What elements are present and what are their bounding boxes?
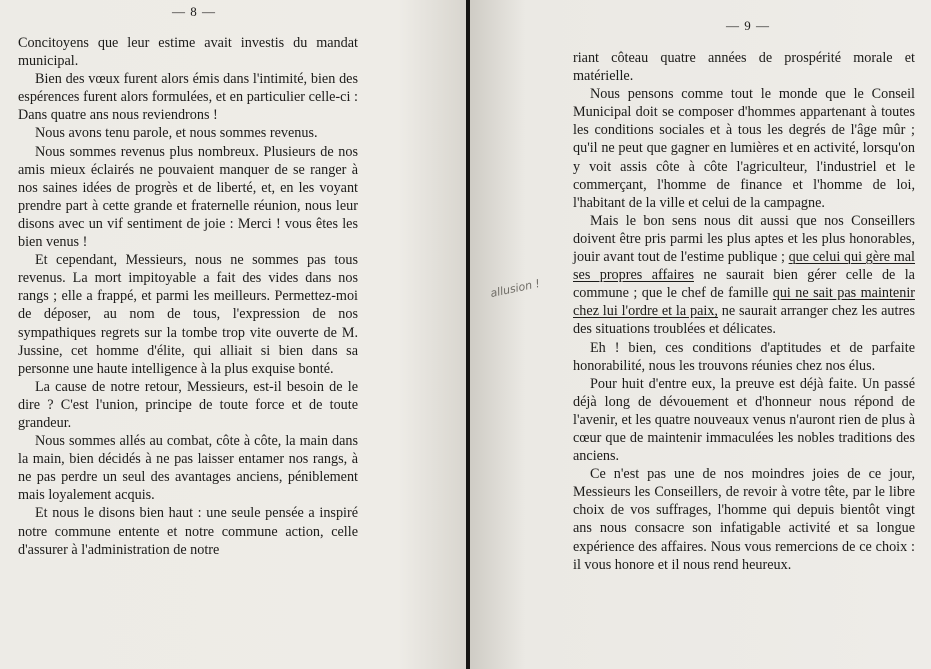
- text-run: Mais le bon sens nous dit aussi que nos Conseillers doivent être pris parmi les plus aptes et les plus honorables, jouir avant tout de l'estime publique ;: [573, 212, 915, 266]
- paragraph: Nous avons tenu parole, et nous sommes revenus.: [35, 125, 318, 142]
- paragraph: Et nous le disons bien haut : une seule pensée a inspiré notre commune entente et notre commune action, celle d'assurer à l'administration de notre: [18, 505, 358, 558]
- paragraph: La cause de notre retour, Messieurs, est-il besoin de le dire ? C'est l'union, principe de toute force et de toute grandeur.: [18, 378, 358, 431]
- paragraph: Eh ! bien, ces conditions d'aptitudes et de parfaite honorabilité, nous les trouvons réunies chez nos élus.: [573, 339, 915, 374]
- paragraph: Nous sommes revenus plus nombreux. Plusieurs de nos amis mieux éclairés ne pouvaient manquer de se ranger à nos saines idées de progrès et de liberté, et, en les voyant prendre part à cette grande et fraternelle réunion, nous leur disons avec un vif sentiment de joie : Merci ! vous êtes les bien venus !: [18, 143, 358, 251]
- text-run: ne saurait arranger chez les autres des situations troublées et délicates.: [573, 303, 915, 338]
- paragraph: Et cependant, Messieurs, nous ne sommes pas tous revenus. La mort impitoyable a fait des vides dans nos rangs ; elle a frappé, et parmi les meilleurs. Permettez-moi de déposer, au nom de tous, l'expression de nos sympathiques regrets sur la tombe trop vite ouverte de M. Jussine, cet homme d'élite, qui alliait si bien dans sa personne une haute intelligence à la plus exquise bonté.: [18, 252, 358, 377]
- underlined-passage: que celui qui gère mal ses propres affaires: [573, 249, 916, 284]
- paragraph: Concitoyens que leur estime avait investis du mandat municipal.: [18, 35, 358, 70]
- underlined-passage: qui ne sait pas maintenir chez lui l'ordre et la paix,: [573, 285, 915, 320]
- page-number-left: — 8 —: [172, 4, 216, 19]
- page-number-right: — 9 —: [726, 18, 770, 33]
- paragraph: riant côteau quatre années de prospérité morale et matérielle.: [573, 50, 915, 85]
- right-page-body: [573, 49, 915, 574]
- right-page: [470, 0, 931, 669]
- paragraph: [573, 212, 915, 339]
- paragraph: Pour huit d'entre eux, la preuve est déjà faite. Un passé déjà long de dévouement et d'honneur nous répond de l'avenir, et les quatre nouveaux venus n'auront rien de plus à cœur que de maintenir immaculées les nobles traditions des anciens.: [573, 375, 915, 465]
- handwritten-annotation: allusion !: [489, 276, 542, 301]
- paragraph: Nous pensons comme tout le monde que le Conseil Municipal doit se composer d'hommes appartenant à toutes les conditions sociales et à tous les degrés de l'âge mûr ; qu'il ne peut que gagner en lumières et en activité, lorsqu'on y voit assis côte à côte l'agriculteur, l'industriel et le commerçant, l'homme de finance et l'homme de loi, l'habitant de la ville et celui de la campagne.: [573, 86, 915, 211]
- paragraph: Nous sommes allés au combat, côte à côte, la main dans la main, bien décidés à ne pas laisser entamer nos rangs, à ne pas perdre un seul des avantages anciens, péniblement mais loyalement acquis.: [18, 433, 358, 504]
- paragraph: Ce n'est pas une de nos moindres joies de ce jour, Messieurs les Conseillers, de revoir à votre tête, par le libre choix de vos suffrages, l'homme qui depuis bientôt vingt ans nous consacre son infatigable activité et sa longue expérience des affaires. Nous vous remercions de ce choix : il vous honore et il nous rend heureux.: [573, 466, 915, 573]
- left-page-body: [18, 34, 358, 559]
- text-run: ne saurait bien gérer celle de la commune ; que le chef de famille: [573, 267, 915, 302]
- paragraph: Bien des vœux furent alors émis dans l'intimité, bien des espérences furent alors formulées, et en particulier celle-ci : Dans quatre ans nous reviendrons !: [18, 71, 358, 124]
